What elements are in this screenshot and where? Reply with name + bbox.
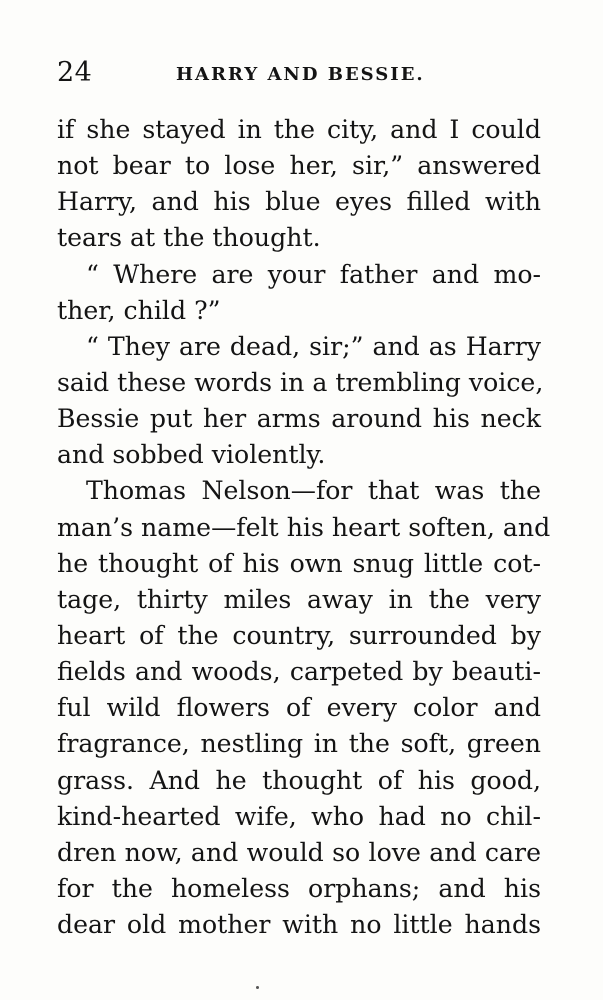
page-number: 24 — [57, 57, 93, 88]
text-line-10: and sobbed violently. — [57, 440, 326, 470]
text-line-18: fragrance, nestling in the soft, green — [57, 729, 541, 759]
text-line-1: if she stayed in the city, and I could — [57, 115, 541, 144]
running-header — [57, 56, 545, 90]
text-line-23: dear old mother with no little hands — [57, 910, 541, 940]
text-line-20: kind-hearted wife, who had no chil- — [57, 801, 541, 831]
text-line-19: grass. And he thought of his good, — [57, 765, 541, 795]
text-line-13: he thought of his own snug little cot- — [57, 548, 541, 578]
text-line-22: for the homeless orphans; and his — [57, 873, 541, 903]
text-line-8: said these words in a trembling voice, — [57, 367, 544, 397]
text-line-9: Bessie put her arms around his neck — [57, 404, 541, 434]
text-line-21: dren now, and would so love and care — [57, 837, 541, 867]
text-line-17: ful wild flowers of every color and — [57, 693, 541, 723]
text-line-4: tears at the thought. — [57, 223, 321, 253]
text-line-15: heart of the country, surrounded by — [57, 620, 541, 650]
text-line-11: Thomas Nelson—for that was the — [86, 476, 541, 506]
text-line-6: ther, child ?” — [57, 295, 221, 325]
text-line-5: “ Where are your father and mo- — [86, 259, 541, 289]
text-line-12: man’s name—felt his heart soften, and — [57, 512, 551, 542]
text-line-7: “ They are dead, sir;” and as Harry — [86, 331, 541, 361]
body-text — [57, 112, 551, 943]
text-line-16: fields and woods, carpeted by beauti- — [57, 657, 541, 687]
text-line-2: not bear to lose her, sir,” answered — [57, 151, 541, 181]
text-line-3: Harry, and his blue eyes filled with — [57, 187, 541, 217]
text-line-14: tage, thirty miles away in the very — [57, 584, 541, 614]
running-title: HARRY AND BESSIE. — [176, 64, 425, 85]
paper-speck — [256, 986, 259, 989]
